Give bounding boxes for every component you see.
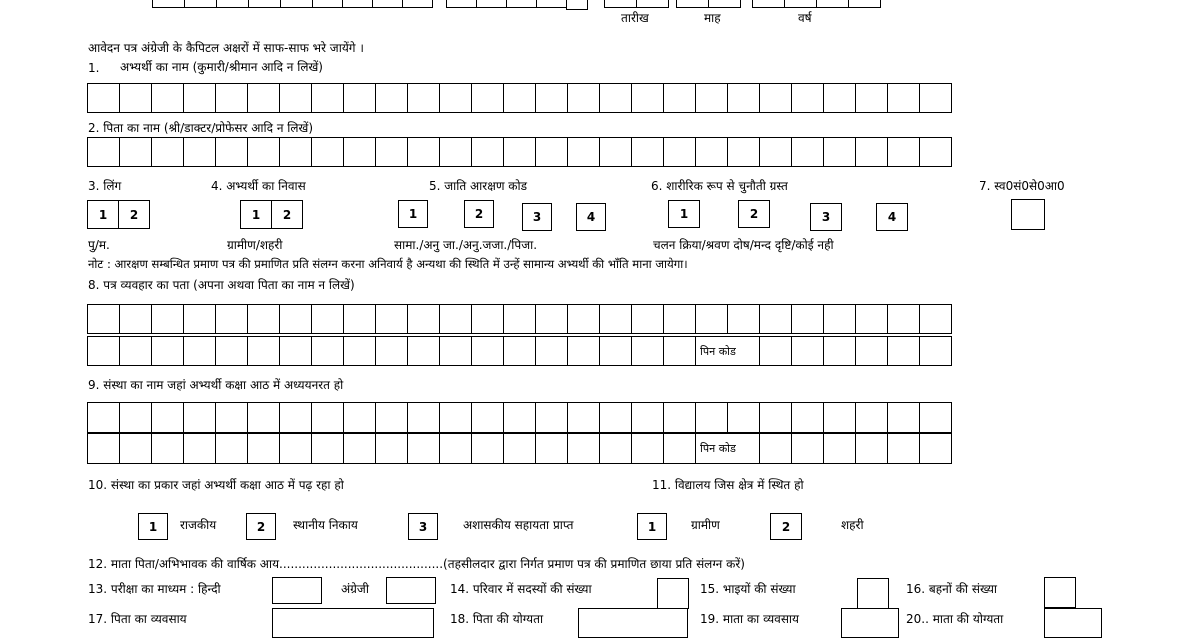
gender-options[interactable] — [87, 200, 150, 229]
char-cell[interactable] — [568, 402, 600, 433]
char-cell[interactable] — [440, 83, 472, 113]
char-cell[interactable] — [536, 402, 568, 433]
char-cell[interactable] — [664, 137, 696, 167]
char-cell[interactable] — [408, 304, 440, 334]
char-cell[interactable] — [344, 304, 376, 334]
char-cell[interactable] — [600, 137, 632, 167]
char-cell[interactable] — [760, 304, 792, 334]
char-cell[interactable] — [632, 402, 664, 433]
q2-label: 2. पिता का नाम (श्री/डाक्टर/प्रोफेसर आदि न लिखें) — [88, 121, 314, 135]
char-cell[interactable] — [856, 137, 888, 167]
char-cell[interactable] — [312, 402, 344, 433]
char-cell[interactable] — [696, 83, 728, 113]
area-option-1[interactable]: 1 — [637, 513, 667, 540]
institution-type-text-3: अशासकीय सहायता प्राप्त — [463, 518, 574, 532]
q9-label: 9. संस्था का नाम जहां अभ्यर्थी कक्षा आठ में अध्ययनरत हो — [88, 378, 344, 392]
char-cell[interactable] — [344, 137, 376, 167]
char-cell[interactable] — [152, 137, 184, 167]
address-pin-label: पिन कोड — [696, 336, 760, 366]
char-cell[interactable] — [792, 402, 824, 433]
char-cell[interactable] — [536, 336, 568, 366]
char-cell[interactable] — [888, 137, 920, 167]
residence-option-2[interactable]: 2 — [271, 201, 302, 228]
char-cell[interactable] — [376, 83, 408, 113]
address-line-1-boxes[interactable] — [87, 304, 952, 334]
char-cell[interactable] — [88, 433, 120, 464]
q12-label: 12. माता पिता/अभिभावक की वार्षिक आय...........................................(तहसीलदार द्वारा निर्गत प्रमाण पत्र की प्रमाणित छाया प्रति संलग्न करें) — [88, 557, 745, 571]
char-cell[interactable] — [792, 137, 824, 167]
char-cell[interactable] — [568, 83, 600, 113]
char-cell[interactable] — [920, 402, 952, 433]
char-cell[interactable] — [632, 433, 664, 464]
char-cell[interactable] — [88, 402, 120, 433]
char-cell[interactable] — [568, 137, 600, 167]
char-cell[interactable] — [440, 336, 472, 366]
sisters-count-box[interactable] — [1044, 577, 1076, 608]
char-cell[interactable] — [248, 304, 280, 334]
char-cell[interactable] — [248, 137, 280, 167]
char-cell[interactable] — [760, 402, 792, 433]
q11-label: 11. विद्यालय जिस क्षेत्र में स्थित हो — [652, 478, 804, 492]
freedom-fighter-box[interactable] — [1011, 199, 1045, 230]
char-cell[interactable] — [184, 336, 216, 366]
q20-label: 20.. माता की योग्यता — [906, 612, 1004, 626]
char-cell[interactable] — [600, 402, 632, 433]
char-cell[interactable] — [376, 402, 408, 433]
top-grid-1[interactable] — [152, 0, 313, 8]
char-cell[interactable] — [888, 83, 920, 113]
reservation-note: नोट : आरक्षण सम्बन्धित प्रमाण पत्र की प्रमाणित प्रति संलग्न करना अनिवार्य है अन्यथा की स्थिति में उन्हें सामान्य अभ्यर्थी की भाँति माना जायेगा। — [88, 257, 688, 271]
q1-number: 1. — [88, 61, 100, 75]
char-cell[interactable] — [664, 336, 696, 366]
gender-option-2[interactable]: 2 — [118, 201, 149, 228]
char-cell[interactable] — [760, 336, 792, 366]
char-cell[interactable] — [408, 433, 440, 464]
residence-caption: ग्रामीण/शहरी — [227, 238, 283, 252]
institution-line-1-boxes[interactable] — [87, 402, 952, 433]
q8-label: 8. पत्र व्यवहार का पता (अपना अथवा पिता का नाम न लिखें) — [88, 278, 355, 292]
char-cell[interactable] — [376, 137, 408, 167]
candidate-name-boxes[interactable] — [87, 83, 952, 113]
char-cell[interactable] — [408, 336, 440, 366]
medium-hindi-box[interactable] — [272, 577, 322, 604]
char-cell[interactable] — [120, 336, 152, 366]
char-cell[interactable] — [824, 137, 856, 167]
char-cell[interactable] — [472, 83, 504, 113]
char-cell[interactable] — [824, 402, 856, 433]
disability-caption: चलन क्रिया/श्रवण दोष/मन्द दृष्टि/कोई नही — [653, 238, 834, 252]
char-cell[interactable] — [472, 433, 504, 464]
top-grid-2[interactable] — [312, 0, 433, 8]
disability-option-4[interactable]: 4 — [876, 203, 908, 231]
char-cell[interactable] — [152, 83, 184, 113]
q3-label: 3. लिंग — [88, 179, 122, 193]
char-cell[interactable] — [504, 137, 536, 167]
q15-label: 15. भाइयों की संख्या — [700, 582, 796, 596]
institution-type-option-2[interactable]: 2 — [246, 513, 276, 540]
char-cell[interactable] — [280, 304, 312, 334]
gender-option-1[interactable]: 1 — [98, 207, 108, 222]
char-cell[interactable] — [824, 433, 856, 464]
char-cell[interactable] — [472, 336, 504, 366]
char-cell[interactable] — [568, 336, 600, 366]
char-cell[interactable] — [824, 304, 856, 334]
char-cell[interactable] — [600, 304, 632, 334]
char-cell[interactable] — [216, 304, 248, 334]
char-cell[interactable] — [792, 336, 824, 366]
disability-option-2[interactable]: 2 — [738, 200, 770, 228]
mother-qualification-box[interactable] — [1044, 608, 1102, 638]
char-cell[interactable] — [888, 402, 920, 433]
char-cell[interactable] — [920, 433, 952, 464]
char-cell[interactable] — [248, 336, 280, 366]
char-cell[interactable] — [120, 137, 152, 167]
char-cell[interactable] — [632, 336, 664, 366]
char-cell[interactable] — [792, 433, 824, 464]
char-cell[interactable] — [152, 433, 184, 464]
char-cell[interactable] — [632, 137, 664, 167]
char-cell[interactable] — [856, 402, 888, 433]
char-cell[interactable] — [440, 304, 472, 334]
char-cell[interactable] — [216, 433, 248, 464]
char-cell[interactable] — [280, 336, 312, 366]
char-cell[interactable] — [696, 402, 728, 433]
gender-caption: पु/म. — [88, 238, 110, 252]
caste-caption: सामा./अनु जा./अनु.जजा./पिजा. — [394, 238, 538, 252]
char-cell[interactable] — [408, 402, 440, 433]
char-cell[interactable] — [888, 304, 920, 334]
char-cell[interactable] — [920, 83, 952, 113]
char-cell[interactable] — [472, 304, 504, 334]
char-cell[interactable] — [568, 304, 600, 334]
char-cell[interactable] — [920, 304, 952, 334]
char-cell[interactable] — [440, 137, 472, 167]
char-cell[interactable] — [408, 83, 440, 113]
char-cell[interactable] — [856, 304, 888, 334]
caste-option-4[interactable]: 4 — [576, 203, 606, 231]
char-cell[interactable] — [664, 304, 696, 334]
char-cell[interactable] — [184, 433, 216, 464]
char-cell[interactable] — [440, 433, 472, 464]
char-cell[interactable] — [664, 83, 696, 113]
char-cell[interactable] — [312, 336, 344, 366]
caste-option-2[interactable]: 2 — [464, 200, 494, 228]
char-cell[interactable] — [216, 402, 248, 433]
brothers-count-box[interactable] — [857, 578, 889, 609]
q16-label: 16. बहनों की संख्या — [906, 582, 998, 596]
char-cell[interactable] — [568, 433, 600, 464]
disability-option-1[interactable]: 1 — [668, 200, 700, 228]
char-cell[interactable] — [472, 137, 504, 167]
mother-occupation-box[interactable] — [841, 608, 899, 638]
char-cell[interactable] — [856, 336, 888, 366]
area-option-2[interactable]: 2 — [770, 513, 802, 540]
char-cell[interactable] — [152, 402, 184, 433]
char-cell[interactable] — [504, 433, 536, 464]
char-cell[interactable] — [376, 304, 408, 334]
char-cell[interactable] — [88, 137, 120, 167]
caste-option-1[interactable]: 1 — [398, 200, 428, 228]
q14-label: 14. परिवार में सदस्यों की संख्या — [450, 582, 592, 596]
char-cell[interactable] — [216, 137, 248, 167]
char-cell[interactable] — [632, 83, 664, 113]
char-cell[interactable] — [152, 304, 184, 334]
residence-option-1[interactable]: 1 — [251, 207, 261, 222]
q13-label: 13. परीक्षा का माध्यम : हिन्दी — [88, 582, 221, 596]
medium-english-box[interactable] — [386, 577, 436, 604]
char-cell[interactable] — [920, 336, 952, 366]
residence-options[interactable] — [240, 200, 303, 229]
char-cell[interactable] — [344, 83, 376, 113]
char-cell[interactable] — [184, 304, 216, 334]
char-cell[interactable] — [760, 83, 792, 113]
char-cell[interactable] — [536, 433, 568, 464]
caste-option-3[interactable]: 3 — [522, 203, 552, 231]
char-cell[interactable] — [248, 402, 280, 433]
top-box-single[interactable] — [566, 0, 588, 10]
char-cell[interactable] — [408, 137, 440, 167]
char-cell[interactable] — [536, 304, 568, 334]
q10-label: 10. संस्था का प्रकार जहां अभ्यर्थी कक्षा आठ में पढ़ रहा हो — [88, 478, 344, 492]
char-cell[interactable] — [120, 304, 152, 334]
char-cell[interactable] — [856, 83, 888, 113]
year-label: वर्ष — [798, 11, 812, 25]
char-cell[interactable] — [88, 304, 120, 334]
father-occupation-box[interactable] — [272, 608, 434, 638]
father-name-boxes[interactable] — [87, 137, 952, 167]
char-cell[interactable] — [728, 304, 760, 334]
char-cell[interactable] — [280, 137, 312, 167]
family-members-box[interactable] — [657, 578, 689, 609]
char-cell[interactable] — [344, 433, 376, 464]
char-cell[interactable] — [184, 83, 216, 113]
char-cell[interactable] — [792, 304, 824, 334]
char-cell[interactable] — [600, 336, 632, 366]
char-cell[interactable] — [216, 83, 248, 113]
char-cell[interactable] — [504, 83, 536, 113]
char-cell[interactable] — [248, 83, 280, 113]
char-cell[interactable] — [120, 83, 152, 113]
char-cell[interactable] — [760, 433, 792, 464]
institution-type-text-2: स्थानीय निकाय — [293, 518, 358, 532]
q6-label: 6. शारीरिक रूप से चुनौती ग्रस्त — [651, 179, 788, 193]
q18-label: 18. पिता की योग्यता — [450, 612, 544, 626]
char-cell[interactable] — [344, 402, 376, 433]
char-cell[interactable] — [888, 433, 920, 464]
char-cell[interactable] — [152, 336, 184, 366]
char-cell[interactable] — [920, 137, 952, 167]
char-cell[interactable] — [632, 304, 664, 334]
char-cell[interactable] — [728, 137, 760, 167]
char-cell[interactable] — [696, 137, 728, 167]
char-cell[interactable] — [504, 304, 536, 334]
char-cell[interactable] — [312, 433, 344, 464]
disability-option-3[interactable]: 3 — [810, 203, 842, 231]
char-cell[interactable] — [536, 137, 568, 167]
char-cell[interactable] — [88, 336, 120, 366]
char-cell[interactable] — [312, 137, 344, 167]
institution-line-2-boxes[interactable] — [87, 433, 952, 464]
q17-label: 17. पिता का व्यवसाय — [88, 612, 187, 626]
char-cell[interactable] — [472, 402, 504, 433]
char-cell[interactable] — [120, 433, 152, 464]
medium-english-label: अंग्रेजी — [341, 582, 369, 596]
char-cell[interactable] — [440, 402, 472, 433]
char-cell[interactable] — [120, 402, 152, 433]
father-qualification-box[interactable] — [578, 608, 688, 638]
month-boxes[interactable] — [676, 0, 741, 8]
char-cell[interactable] — [312, 304, 344, 334]
date-label: तारीख — [621, 11, 649, 25]
char-cell[interactable] — [792, 83, 824, 113]
char-cell[interactable] — [696, 304, 728, 334]
char-cell[interactable] — [600, 433, 632, 464]
char-cell[interactable] — [216, 336, 248, 366]
char-cell[interactable] — [856, 433, 888, 464]
address-line-2-boxes[interactable] — [87, 336, 952, 366]
char-cell[interactable] — [280, 433, 312, 464]
month-label: माह — [704, 11, 721, 25]
char-cell[interactable] — [504, 402, 536, 433]
char-cell[interactable] — [312, 83, 344, 113]
q1-label: अभ्यर्थी का नाम (कुमारी/श्रीमान आदि न लिखें) — [120, 60, 323, 74]
instruction-text: आवेदन पत्र अंग्रेजी के कैपिटल अक्षरों में साफ-साफ भरे जायेंगे । — [88, 41, 364, 55]
char-cell[interactable] — [824, 83, 856, 113]
institution-pin-label: पिन कोड — [696, 433, 760, 464]
q4-label: 4. अभ्यर्थी का निवास — [211, 179, 306, 193]
institution-type-text-1: राजकीय — [180, 518, 217, 532]
institution-type-option-1[interactable]: 1 — [138, 513, 168, 540]
date-boxes[interactable] — [604, 0, 669, 8]
char-cell[interactable] — [376, 433, 408, 464]
char-cell[interactable] — [248, 433, 280, 464]
char-cell[interactable] — [728, 83, 760, 113]
char-cell[interactable] — [88, 83, 120, 113]
char-cell[interactable] — [280, 402, 312, 433]
char-cell[interactable] — [536, 83, 568, 113]
char-cell[interactable] — [184, 137, 216, 167]
char-cell[interactable] — [760, 137, 792, 167]
top-grid-3[interactable] — [446, 0, 567, 8]
area-text-1: ग्रामीण — [691, 518, 720, 532]
char-cell[interactable] — [504, 336, 536, 366]
char-cell[interactable] — [728, 402, 760, 433]
char-cell[interactable] — [184, 402, 216, 433]
char-cell[interactable] — [888, 336, 920, 366]
q5-label: 5. जाति आरक्षण कोड — [429, 179, 528, 193]
area-text-2: शहरी — [841, 518, 864, 532]
char-cell[interactable] — [824, 336, 856, 366]
char-cell[interactable] — [664, 402, 696, 433]
char-cell[interactable] — [280, 83, 312, 113]
q7-label: 7. स्व0सं0से0आ0 — [979, 179, 1065, 193]
char-cell[interactable] — [376, 336, 408, 366]
institution-type-option-3[interactable]: 3 — [408, 513, 438, 540]
char-cell[interactable] — [344, 336, 376, 366]
char-cell[interactable] — [664, 433, 696, 464]
char-cell[interactable] — [600, 83, 632, 113]
year-boxes[interactable] — [752, 0, 881, 8]
q19-label: 19. माता का व्यवसाय — [700, 612, 799, 626]
